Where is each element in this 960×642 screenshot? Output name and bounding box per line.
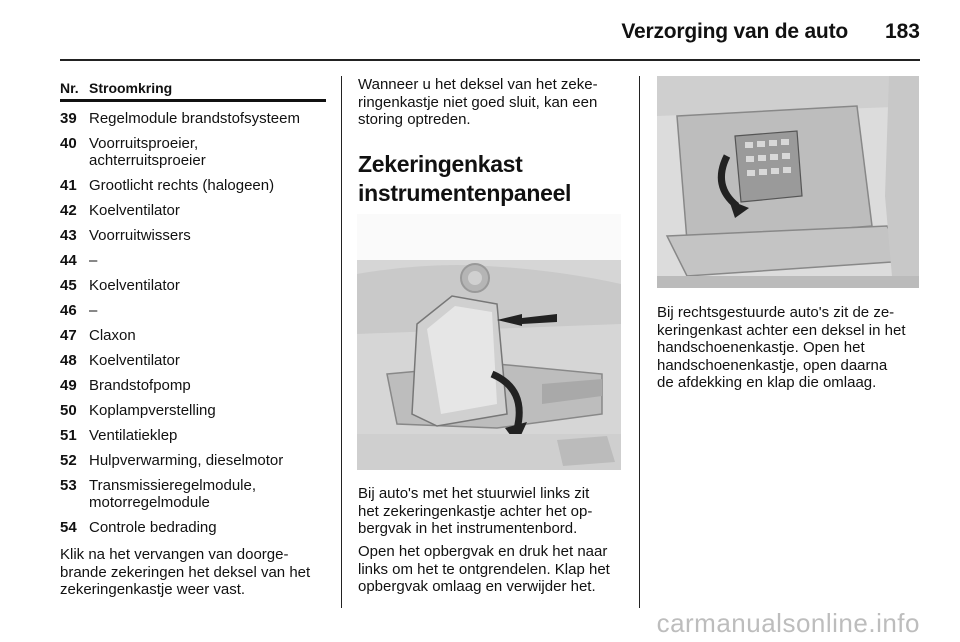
fuse-table <box>60 80 326 544</box>
text-line: ringenkastje niet goed sluit, kan een <box>358 93 598 111</box>
page-title: Verzorging van de auto <box>621 20 848 43</box>
heading-line: Zekeringenkast <box>358 151 523 177</box>
table-header-nr: Nr. <box>60 80 79 96</box>
circuit-line: Koelventilator <box>89 276 180 294</box>
circuit-name <box>89 252 326 277</box>
fuse-number: 44 <box>60 251 77 269</box>
column-divider-2 <box>639 76 640 608</box>
text-line: links om het te ontgrendelen. Klap het <box>358 560 610 578</box>
circuit-name <box>89 352 326 377</box>
table-row <box>60 227 326 252</box>
circuit-name <box>89 302 326 327</box>
circuit-line: Koplampverstelling <box>89 401 216 419</box>
table-row <box>60 135 326 177</box>
table-header-rule <box>60 99 326 102</box>
text-line: handschoenenkastje. Open het <box>657 339 865 356</box>
header-rule <box>60 59 920 61</box>
fuse-number: 41 <box>60 176 77 194</box>
circuit-name <box>89 427 326 452</box>
text-line: het zekeringenkastje achter het op- <box>358 502 593 520</box>
circuit-line: Hulpverwarming, dieselmotor <box>89 451 284 469</box>
circuit-name <box>89 477 326 519</box>
table-row <box>60 110 326 135</box>
circuit-name <box>89 202 326 227</box>
text-line: storing optreden. <box>358 111 471 128</box>
glovebox-fuse-illustration <box>657 76 919 288</box>
circuit-line: Regelmodule brandstofsysteem <box>89 109 300 127</box>
circuit-name <box>89 135 326 177</box>
reassembly-note <box>60 546 328 599</box>
table-row <box>60 302 326 327</box>
table-row <box>60 452 326 477</box>
fuse-number: 49 <box>60 376 77 394</box>
table-row <box>60 177 326 202</box>
text-line: Klik na het vervangen van doorge- <box>60 546 289 563</box>
text-line: Wanneer u het deksel van het zeke- <box>358 76 598 93</box>
text-line: keringenkast achter een deksel in het <box>657 321 906 339</box>
page-number: 183 <box>884 20 920 43</box>
text-line: Open het opbergvak en druk het naar <box>358 543 608 560</box>
text-line: Bij auto's met het stuurwiel links zit <box>358 485 590 502</box>
circuit-line: Brandstofpomp <box>89 376 191 394</box>
fuse-number: 54 <box>60 518 77 536</box>
text-line: zekeringenkastje weer vast. <box>60 581 246 598</box>
fuse-number: 47 <box>60 326 77 344</box>
table-row <box>60 202 326 227</box>
fuse-number: 53 <box>60 476 77 494</box>
circuit-name <box>89 277 326 302</box>
text-line: Bij rechtsgestuurde auto's zit de ze- <box>657 304 895 321</box>
watermark: carmanualsonline.info <box>656 608 920 638</box>
table-header-circuit: Stroomkring <box>89 80 173 96</box>
table-row <box>60 427 326 452</box>
caption-right-hand-drive <box>657 304 921 392</box>
fuse-number: 52 <box>60 451 77 469</box>
text-line: de afdekking en klap die omlaag. <box>657 374 877 391</box>
circuit-line: Controle bedrading <box>89 518 217 536</box>
circuit-line: Voorruitwissers <box>89 226 191 244</box>
circuit-name <box>89 110 326 135</box>
fuse-number: 39 <box>60 109 77 127</box>
text-line: bergvak in het instrumentenbord. <box>358 520 578 537</box>
text-line: handschoenenkastje, open daarna <box>657 356 888 374</box>
table-row <box>60 402 326 427</box>
table-row <box>60 327 326 352</box>
caption-open-storage <box>358 543 622 596</box>
circuit-name <box>89 402 326 427</box>
instrument-panel-illustration <box>357 214 621 470</box>
circuit-line: Koelventilator <box>89 351 180 369</box>
intro-paragraph <box>358 76 622 129</box>
table-row <box>60 277 326 302</box>
fuse-number: 46 <box>60 301 77 319</box>
fuse-number: 51 <box>60 426 77 444</box>
circuit-name <box>89 177 326 202</box>
circuit-line: Transmissieregelmodule, <box>89 476 257 494</box>
circuit-name <box>89 227 326 252</box>
circuit-line: Grootlicht rechts (halogeen) <box>89 176 275 194</box>
fuse-number: 50 <box>60 401 77 419</box>
circuit-line: – <box>89 301 98 319</box>
circuit-name <box>89 377 326 402</box>
heading-line: instrumentenpaneel <box>358 180 572 206</box>
circuit-line: Ventilatieklep <box>89 426 178 444</box>
text-line: brande zekeringen het deksel van het <box>60 563 311 581</box>
circuit-line: Claxon <box>89 326 136 344</box>
table-row <box>60 377 326 402</box>
circuit-line: Voorruitsproeier, <box>89 134 199 152</box>
fuse-number: 48 <box>60 351 77 369</box>
table-header <box>60 80 326 98</box>
circuit-line: motorregelmodule <box>89 493 210 511</box>
fuse-number: 43 <box>60 226 77 244</box>
circuit-name <box>89 452 326 477</box>
page-header <box>0 0 960 62</box>
circuit-name <box>89 327 326 352</box>
circuit-line: achterruitsproeier <box>89 151 206 169</box>
table-row <box>60 477 326 519</box>
caption-left-hand-drive <box>358 485 622 538</box>
fuse-number: 40 <box>60 134 77 152</box>
table-row <box>60 252 326 277</box>
table-row <box>60 519 326 544</box>
section-heading <box>358 150 622 208</box>
column-divider-1 <box>341 76 342 608</box>
table-body <box>60 110 326 544</box>
fuse-number: 45 <box>60 276 77 294</box>
text-line: opbergvak omlaag en verwijder het. <box>358 578 596 595</box>
circuit-line: – <box>89 251 98 269</box>
table-row <box>60 352 326 377</box>
circuit-line: Koelventilator <box>89 201 180 219</box>
fuse-number: 42 <box>60 201 77 219</box>
circuit-name <box>89 519 326 544</box>
